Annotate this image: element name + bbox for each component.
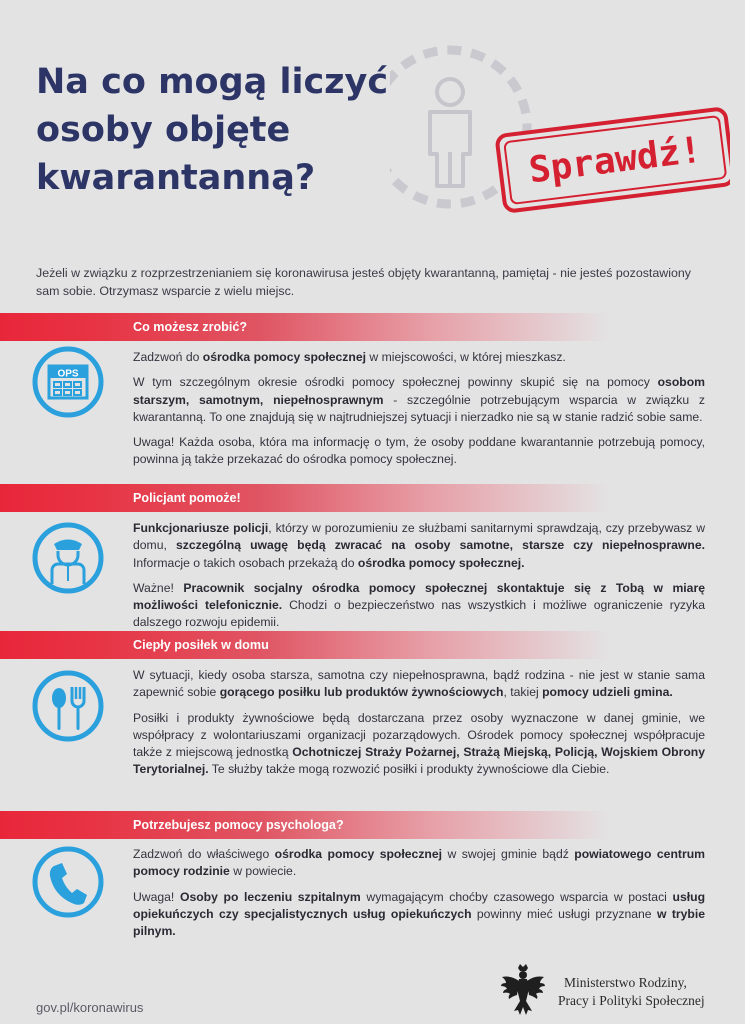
section-body-4	[133, 846, 705, 948]
stamp-text: Sprawdź!	[526, 129, 704, 192]
s1-paragraph-1: Zadzwoń do ośrodka pomocy społecznej w miejscowości, w której mieszkasz.	[133, 350, 566, 364]
s1-paragraph-2: W tym szczególnym okresie ośrodki pomocy społecznej powinny skupić się na pomocy osobom starszym, samotnym, niepełnosprawnym - szczególnie potrzebującym wsparcia w związku z kwarantanną. To one znajdują się w najtrudniejszej sytuacji i nierzadko nie są w stanie radzić sobie same.	[133, 375, 705, 424]
ops-building-icon	[32, 346, 104, 418]
s3-paragraph-2: Posiłki i produkty żywnościowe będą dostarczana przez osoby wyznaczone w danej gminie, we współpracy z wolontariuszami organizacji pozarządowych. Ośrodek pomocy społecznej współpracuje także z miejscową jednostką Ochotniczej Straży Pożarnej, Strażą Miejską, Policją, Wojskiem Obrony Terytorialnej. Te służby także mogą rozwozić posiłki i produkty żywnościowe dla Ciebie.	[133, 710, 705, 777]
s2-paragraph-1: Funkcjonariusze policji, którzy w porozumieniu ze służbami sanitarnymi sprawdzają, czy przebywasz w domu, szczególną uwagę będą zwracać na osoby samotne, starsze czy niepełnosprawne. Informacje o takich osobach przekażą do ośrodka pomocy społecznej.	[133, 521, 705, 570]
person-icon	[430, 79, 470, 186]
intro-text: Jeżeli w związku z rozprzestrzenianiem się koronawirusa jesteś objęty kwarantanną, pamiętaj - nie jesteś pozostawiony sam sobie. Otrzymasz wsparcie z wielu miejsc.	[36, 266, 691, 298]
ops-label: OPS	[57, 368, 79, 380]
section-header-3	[0, 631, 745, 659]
section-title-4: Potrzebujesz pomocy psychologa?	[133, 818, 344, 832]
ministry-logo	[500, 962, 740, 1018]
eagle-emblem-icon	[500, 962, 546, 1018]
section-body-1	[133, 349, 705, 477]
section-body-2	[133, 520, 705, 640]
quarantine-illustration	[390, 40, 730, 220]
section-header-4	[0, 811, 745, 839]
title-line-3: kwarantanną?	[36, 158, 316, 198]
sprawdz-stamp	[496, 108, 730, 211]
section-header-1	[0, 313, 745, 341]
s1-paragraph-3: Uwaga! Każda osoba, która ma informację o tym, że osoby poddane kwarantannie potrzebują pomocy, powinna ją także przekazać do ośrodka pomocy społecznej.	[133, 435, 705, 467]
police-officer-icon	[32, 522, 104, 594]
title-line-2: osoby objęte	[36, 110, 291, 150]
footer-url: gov.pl/koronawirus	[36, 1000, 144, 1015]
ministry-name	[558, 974, 705, 1010]
section-body-3	[133, 667, 705, 787]
ministry-line-2: Pracy i Polityki Społecznej	[558, 993, 705, 1008]
section-title-1: Co możesz zrobić?	[133, 320, 248, 334]
s3-paragraph-1: W sytuacji, kiedy osoba starsza, samotna czy niepełnosprawna, bądź rodzina - nie jest w stanie sama zapewnić sobie gorącego posiłku lub produktów żywnościowych, takiej pomocy udzieli gmina.	[133, 668, 705, 700]
phone-icon	[32, 846, 104, 918]
s4-paragraph-2: Uwaga! Osoby po leczeniu szpitalnym wymagającym choćby czasowego wsparcia w postaci usług opiekuńczych czy specjalistycznych usług opiekuńczych powinny mieć usługi przyznane w trybie pilnym.	[133, 889, 706, 939]
s2-paragraph-2: Ważne! Pracownik socjalny ośrodka pomocy społecznej skontaktuje się z Tobą w miarę możliwości telefonicznie. Chodzi o bezpieczeństwo nas wszystkich i możliwe ograniczenie ryzyka dalszego rozwoju epidemii.	[133, 580, 705, 630]
title-line-1: Na co mogą liczyć	[36, 62, 389, 102]
ministry-line-1: Ministerstwo Rodziny,	[564, 975, 687, 990]
spoon-fork-icon	[32, 670, 104, 742]
section-title-2: Policjant pomoże!	[133, 491, 241, 505]
section-title-3: Ciepły posiłek w domu	[133, 638, 269, 652]
s4-paragraph-1: Zadzwoń do właściwego ośrodka pomocy społecznej w swojej gminie bądź powiatowego centrum pomocy rodzinie w powiecie.	[133, 847, 705, 879]
section-header-2	[0, 484, 745, 512]
